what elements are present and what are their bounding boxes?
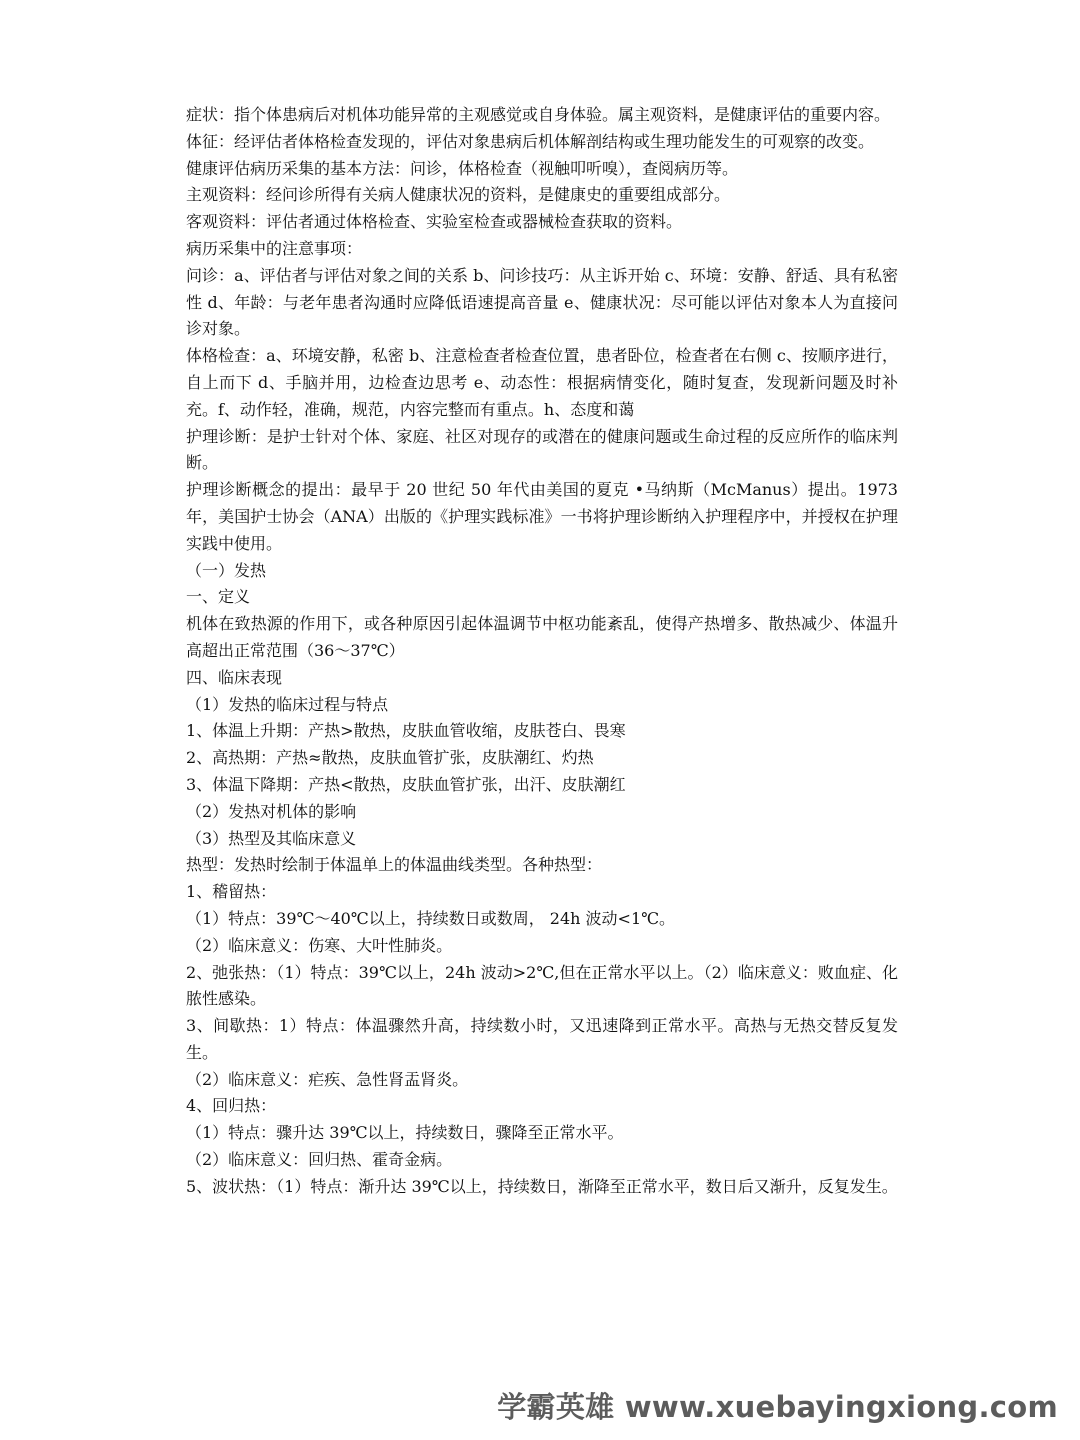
document-body (186, 102, 898, 1201)
paragraph-subjective-data: 主观资料：经问诊所得有关病人健康状况的资料，是健康史的重要组成部分。 (186, 185, 731, 205)
paragraph-objective-data: 客观资料：评估者通过体格检查、实验室检查或器械检查获取的资料。 (186, 212, 683, 232)
list-item-falling-stage: 3、体温下降期：产热<散热，皮肤血管扩张，出汗、皮肤潮红 (186, 774, 626, 794)
heading-clinical-manifestations: 四、临床表现 (186, 667, 283, 687)
heading-fever: （一）发热 (186, 560, 267, 580)
paragraph-fever-type-definition: 热型：发热时绘制于体温单上的体温曲线类型。各种热型： (186, 855, 603, 875)
paragraph-fever-definition: 机体在致热源的作用下，或各种原因引起体温调节中枢功能紊乱，使得产热增多、散热减少、体温升高超出正常范围（36～37℃） (186, 614, 898, 660)
heading-definition: 一、定义 (186, 587, 251, 607)
paragraph-collection-methods: 健康评估病历采集的基本方法：问诊，体格检查（视触叩听嗅），查阅病历等。 (186, 158, 739, 178)
paragraph-interview-notes: 问诊：a、评估者与评估对象之间的关系 b、问诊技巧：从主诉开始 c、环境：安静、舒适、具有私密性 d、年龄：与老年患者沟通时应降低语速提高音量 e、健康状况：尽可能以评估对象本人为直接问诊对象。 (186, 265, 898, 339)
subheading-fever-effects: （2）发热对机体的影响 (186, 801, 357, 821)
subheading-fever-types: （3）热型及其临床意义 (186, 828, 357, 848)
list-item-remittent-fever: 2、弛张热：（1）特点：39℃以上，24h 波动>2℃,但在正常水平以上。（2）临床意义：败血症、化脓性感染。 (186, 962, 898, 1009)
relapsing-fever-features: （1）特点：骤升达 39℃以上，持续数日，骤降至正常水平。 (186, 1123, 624, 1143)
paragraph-sign-definition: 体征：经评估者体格检查发现的，评估对象患病后机体解剖结构或生理功能发生的可观察的改变。 (186, 131, 875, 151)
list-item-undulant-fever: 5、波状热：（1）特点：渐升达 39℃以上，持续数日，渐降至正常水平，数日后又渐升，反复发生。 (186, 1176, 898, 1196)
list-item-rising-stage: 1、体温上升期：产热>散热，皮肤血管收缩，皮肤苍白、畏寒 (186, 721, 626, 741)
continued-fever-significance: （2）临床意义：伤寒、大叶性肺炎。 (186, 935, 453, 955)
site-watermark: 学霸英雄 www.xuebayingxiong.com (497, 1390, 1058, 1424)
paragraph-nursing-diagnosis: 护理诊断：是护士针对个体、家庭、社区对现存的或潜在的健康问题或生命过程的反应所作的临床判断。 (186, 426, 898, 473)
list-item-high-fever-stage: 2、高热期：产热≈散热，皮肤血管扩张，皮肤潮红、灼热 (186, 748, 594, 768)
paragraph-symptom-definition: 症状：指个体患病后对机体功能异常的主观感觉或自身体验。属主观资料，是健康评估的重要内容。 (186, 105, 891, 124)
list-item-intermittent-fever: 3、间歇热：1）特点：体温骤然升高，持续数小时，又迅速降到正常水平。高热与无热交替反复发生。 (186, 1016, 898, 1062)
list-item-relapsing-fever: 4、回归热： (186, 1096, 277, 1116)
list-item-continued-fever: 1、稽留热： (186, 882, 277, 902)
subheading-fever-process: （1）发热的临床过程与特点 (186, 694, 389, 714)
relapsing-fever-significance: （2）临床意义：回归热、霍奇金病。 (186, 1150, 453, 1170)
continued-fever-features: （1）特点：39℃～40℃以上，持续数日或数周， 24h 波动<1℃。 (186, 908, 676, 928)
paragraph-physical-exam-notes: 体格检查：a、环境安静，私密 b、注意检查者检查位置，患者卧位，检查者在右侧 c、按顺序进行，自上而下 d、手脑并用，边检查边思考 e、动态性：根据病情变化，随时复查，发现新问题及时补充。f、动作轻，准确，规范，内容完整而有重点。h、态度和蔼 (186, 346, 898, 419)
intermittent-fever-significance: （2）临床意义：疟疾、急性肾盂肾炎。 (186, 1069, 469, 1089)
paragraph-collection-notes-heading: 病历采集中的注意事项： (186, 238, 363, 258)
paragraph-nursing-diagnosis-history: 护理诊断概念的提出：最早于 20 世纪 50 年代由美国的夏克 •马纳斯（McManus）提出。1973年，美国护士协会（ANA）出版的《护理实践标准》一书将护理诊断纳入护理程序中，并授权在护理实践中使用。 (186, 480, 898, 553)
